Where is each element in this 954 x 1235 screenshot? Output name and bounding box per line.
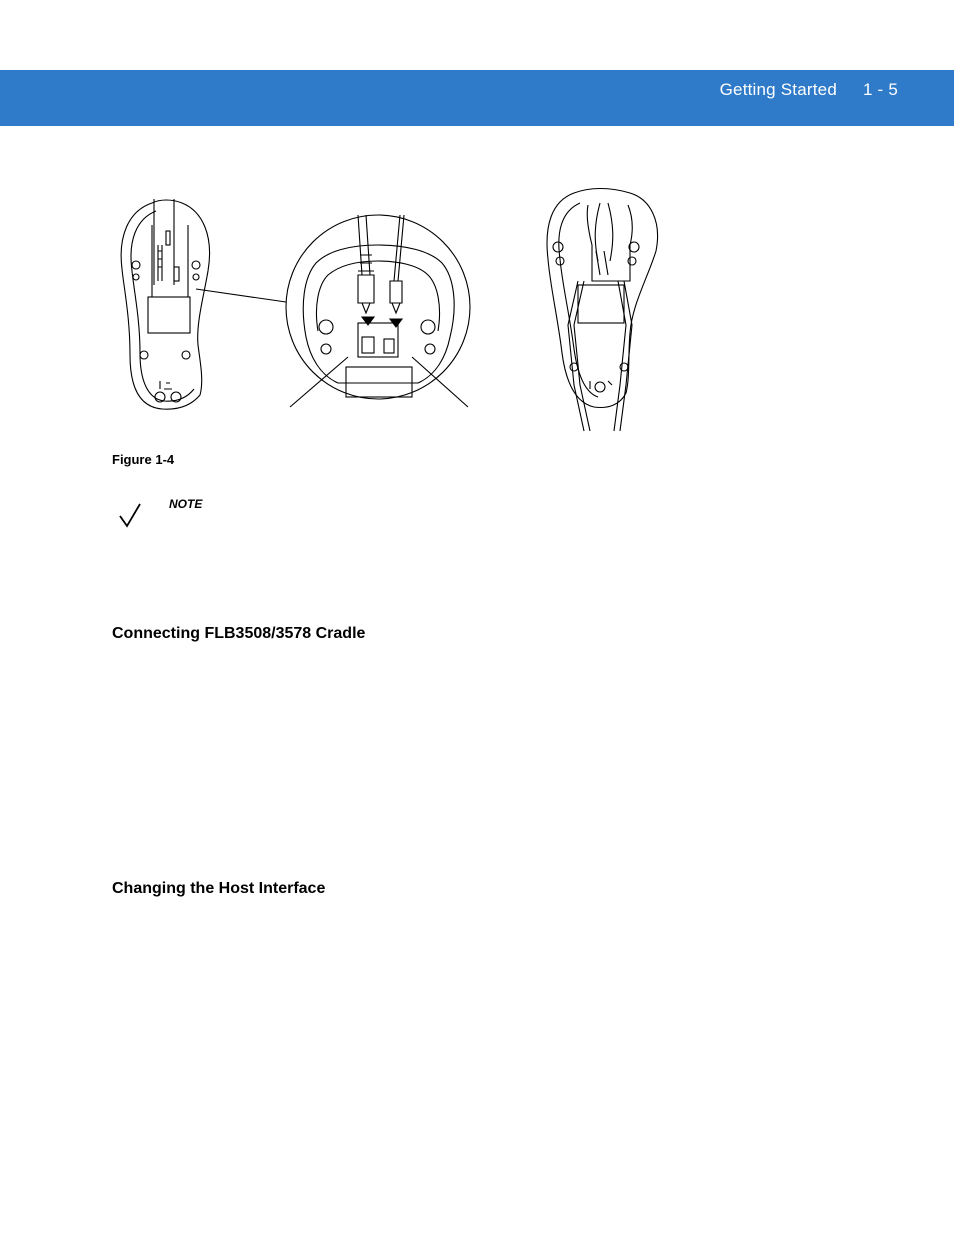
cradle-cables-routed-right xyxy=(547,189,658,432)
cradle-detail-magnified xyxy=(286,215,470,407)
section-heading-connecting-cradle: Connecting FLB3508/3578 Cradle xyxy=(112,625,366,642)
figure-caption: Figure 1-4 xyxy=(112,452,175,467)
section-heading-changing-host-interface: Changing the Host Interface xyxy=(112,880,326,897)
cradle-cable-figure xyxy=(100,185,660,435)
header-page-number: 1 - 5 xyxy=(862,80,898,99)
header-text xyxy=(720,70,898,126)
header-section-title: Getting Started xyxy=(719,80,837,99)
cradle-bottom-view-left xyxy=(121,199,286,409)
page-header xyxy=(0,70,954,126)
checkmark-icon xyxy=(118,502,142,528)
note-label: NOTE xyxy=(169,497,203,511)
